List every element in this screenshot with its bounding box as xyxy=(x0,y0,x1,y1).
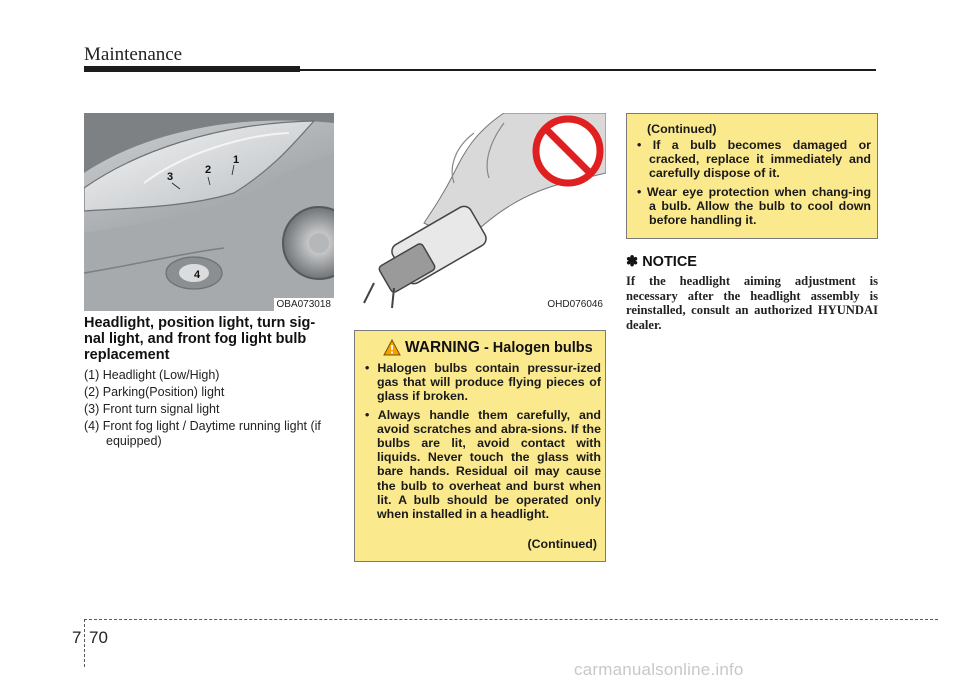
continued-bullet: • Wear eye protection when chang-ing a bulb. Allow the bulb to cool down before handling it. xyxy=(637,184,872,228)
page-number: 70 xyxy=(89,628,108,647)
bulb-figure xyxy=(354,113,606,311)
watermark: carmanualsonline.info xyxy=(574,660,744,679)
continued-warning-box xyxy=(626,113,878,239)
notice-heading xyxy=(626,254,697,270)
notice-title: NOTICE xyxy=(642,254,697,270)
notice-text: If the headlight aiming adjustment is necessary after the headlight assembly is reinstalled, consult an authorized HYUNDAI dealer. xyxy=(626,274,878,332)
continued-list xyxy=(637,138,871,231)
chapter-number: 7 xyxy=(72,628,82,647)
svg-text:1: 1 xyxy=(232,154,240,166)
continued-bullet-text: Wear eye protection when chang-ing a bulb. Allow the bulb to cool down before handling it. xyxy=(646,184,872,228)
bulb-handling-illustration xyxy=(354,113,606,311)
header-rule xyxy=(300,69,876,71)
list-item: (1) Headlight (Low/High) xyxy=(84,368,220,382)
warning-bullet: • Halogen bulbs contain pressur-ized gas that will produce flying pieces of glass if broken. xyxy=(365,361,602,404)
list-item: (2) Parking(Position) light xyxy=(84,385,225,399)
headlight-figure xyxy=(84,113,334,311)
section-subheading: Headlight, position light, turn sig-nal light, and front fog light bulb replacement xyxy=(84,315,316,363)
footer-divider xyxy=(84,619,85,667)
figure-code-car: OBA073018 xyxy=(274,298,335,311)
svg-text:2: 2 xyxy=(204,164,212,176)
warning-title xyxy=(405,339,593,357)
svg-text:4: 4 xyxy=(193,269,201,281)
warning-subject: - Halogen bulbs xyxy=(479,340,593,356)
figure-code-bulb: OHD076046 xyxy=(544,298,606,311)
callout-3 xyxy=(167,171,173,183)
warning-bullet-text: Always handle them carefully, and avoid scratches and abra-sions. If the bulbs are lit, avoid contact with liquids. Never touch the glass with bare hands. Residual oil may cause the bulb to overheat and burst when lit. A bulb should be operated only when installed in a headlight. xyxy=(377,407,601,522)
svg-text:3: 3 xyxy=(166,171,174,183)
continued-label: (Continued) xyxy=(647,122,717,136)
warning-bullet-text: Halogen bulbs contain pressur-ized gas that will produce flying pieces of glass if broken. xyxy=(377,361,602,404)
footer-rule xyxy=(84,619,938,620)
warning-header xyxy=(355,339,605,357)
continued-bullet-text: If a bulb becomes damaged or cracked, replace it immediately and carefully dispose of it. xyxy=(649,138,872,181)
warning-triangle-icon xyxy=(383,339,401,356)
continued-bullet: • If a bulb becomes damaged or cracked, replace it immediately and carefully dispose of it. xyxy=(637,138,872,181)
list-item: (4) Front fog light / Daytime running light (if equipped) xyxy=(84,419,321,448)
warning-box xyxy=(354,330,606,562)
callout-4 xyxy=(194,269,201,281)
prohibited-icon xyxy=(536,119,600,183)
callout-2 xyxy=(205,164,211,176)
header-bar xyxy=(84,66,300,72)
warning-list xyxy=(365,361,601,525)
warning-word: WARNING xyxy=(405,339,480,356)
warning-continued: (Continued) xyxy=(527,537,597,551)
light-list xyxy=(84,368,340,451)
notice-star-icon: ✽ xyxy=(626,254,639,270)
warning-bullet: • Always handle them carefully, and avoid scratches and abra-sions. If the bulbs are lit, avoid contact with liquids. Never touch the glass with bare hands. Residual oil may cause the bulb to overheat and burst when lit. A bulb should be operated only when installed in a headlight. xyxy=(365,407,601,522)
section-title: Maintenance xyxy=(84,44,183,65)
list-item: (3) Front turn signal light xyxy=(84,402,220,416)
car-front-illustration xyxy=(84,113,334,311)
